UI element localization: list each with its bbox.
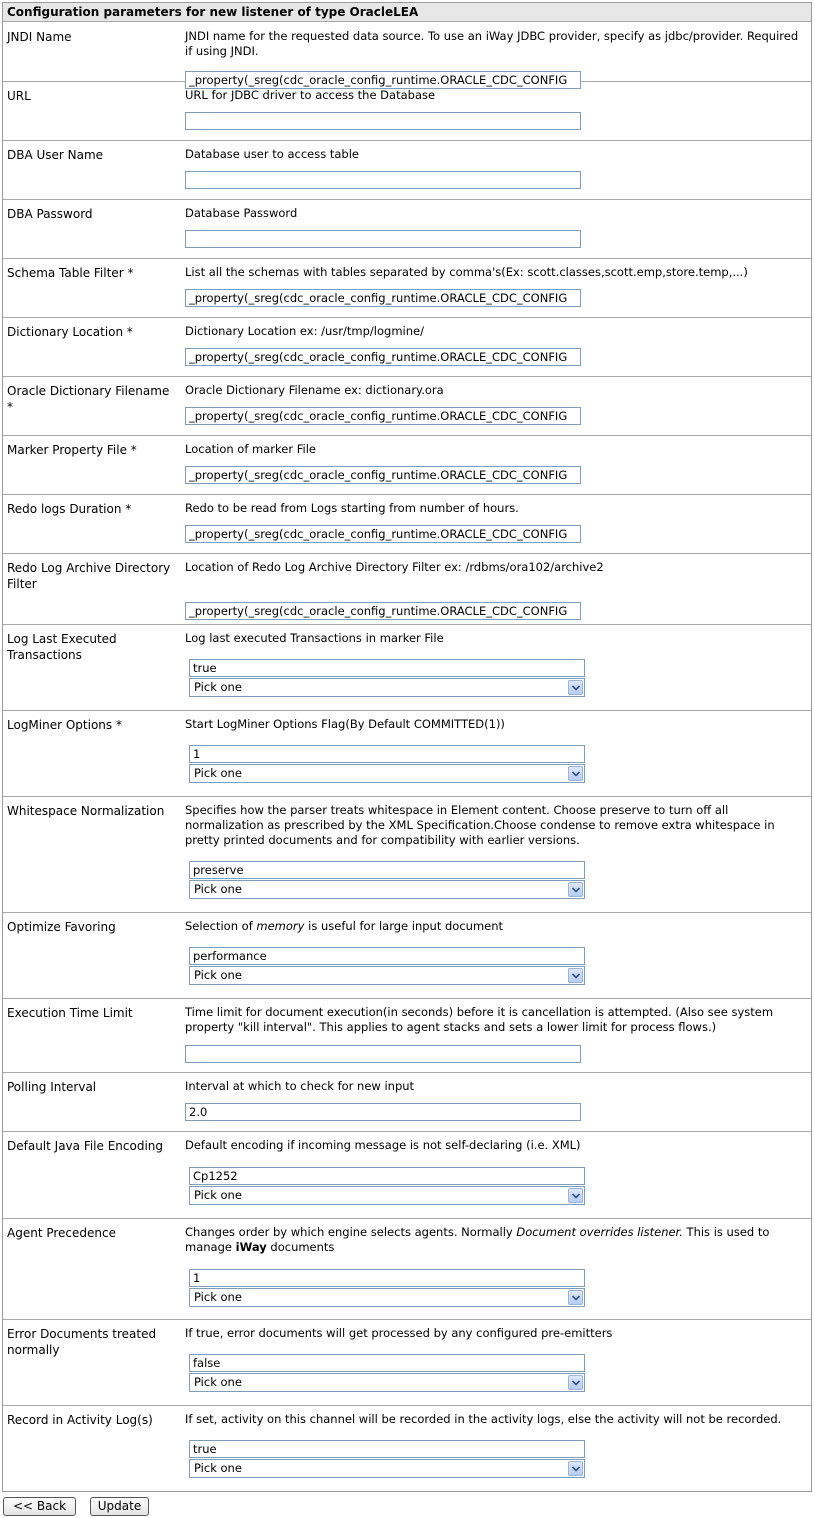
- field-label: Redo Log Archive Directory Filter: [7, 561, 171, 591]
- select-placeholder: Pick one: [194, 766, 242, 780]
- config-panel: [2, 2, 812, 1492]
- field-description: Location of Redo Log Archive Directory Filter ex: /rdbms/ora102/archive2: [185, 560, 604, 574]
- field-label: Agent Precedence: [7, 1226, 116, 1240]
- field-label: Error Documents treated normally: [7, 1327, 157, 1357]
- update-button[interactable]: Update: [90, 1497, 149, 1516]
- field-description: Oracle Dictionary Filename ex: dictionary.ora: [185, 383, 444, 397]
- back-button[interactable]: << Back: [3, 1497, 76, 1516]
- row-logminer-options: [3, 711, 811, 797]
- agent-precedence-input[interactable]: 1: [189, 1269, 585, 1287]
- desc-text: documents: [266, 1240, 335, 1254]
- field-label: Record in Activity Log(s): [7, 1413, 153, 1427]
- field-description: If set, activity on this channel will be recorded in the activity logs, else the activity will not be recorded.: [185, 1412, 782, 1426]
- chevron-down-icon[interactable]: [568, 1188, 583, 1203]
- row-default-java-file-encoding: [3, 1132, 811, 1219]
- polling-interval-input[interactable]: 2.0: [185, 1103, 581, 1121]
- log-last-executed-transactions-input[interactable]: true: [189, 659, 585, 677]
- field-description: Redo to be read from Logs starting from number of hours.: [185, 501, 519, 515]
- field-label: Dictionary Location *: [7, 325, 133, 339]
- record-in-activity-logs-select[interactable]: [189, 1459, 585, 1478]
- field-description: Database user to access table: [185, 147, 359, 161]
- field-label: Marker Property File *: [7, 443, 137, 457]
- field-description: Dictionary Location ex: /usr/tmp/logmine/: [185, 324, 424, 338]
- desc-emphasis: Document overrides listener.: [516, 1225, 683, 1239]
- desc-strong: iWay: [235, 1240, 267, 1254]
- field-label: Whitespace Normalization: [7, 804, 165, 818]
- chevron-down-icon[interactable]: [568, 1290, 583, 1305]
- row-optimize-favoring: [3, 913, 811, 999]
- row-agent-precedence: [3, 1219, 811, 1320]
- row-dba-user-name: [3, 141, 811, 200]
- field-description: Location of marker File: [185, 442, 316, 456]
- whitespace-normalization-select[interactable]: [189, 880, 585, 899]
- row-redo-log-archive-directory-filter: [3, 554, 811, 625]
- field-description: URL for JDBC driver to access the Database: [185, 88, 436, 102]
- marker-property-file-input[interactable]: _property(_sreg(cdc_oracle_config_runtime.ORACLE_CDC_CONFIG: [185, 466, 581, 484]
- field-description: Time limit for document execution(in seconds) before it is cancellation is attempted. (Also see system property "kill interval". This applies to agent stacks and sets a lower limit for process flows.): [185, 1005, 774, 1034]
- field-description: [185, 1225, 809, 1255]
- field-description: [185, 919, 809, 934]
- jndi-name-input[interactable]: _property(_sreg(cdc_oracle_config_runtime.ORACLE_CDC_CONFIG: [185, 71, 581, 89]
- error-documents-treated-normally-select[interactable]: [189, 1373, 585, 1392]
- schema-table-filter-input[interactable]: _property(_sreg(cdc_oracle_config_runtime.ORACLE_CDC_CONFIG: [185, 289, 581, 307]
- dba-password-input[interactable]: [185, 230, 581, 248]
- row-url: [3, 82, 811, 141]
- log-last-executed-transactions-select[interactable]: [189, 678, 585, 697]
- error-documents-treated-normally-input[interactable]: false: [189, 1354, 585, 1372]
- field-description: Database Password: [185, 206, 298, 220]
- agent-precedence-select[interactable]: [189, 1288, 585, 1307]
- optimize-favoring-input[interactable]: performance: [189, 947, 585, 965]
- select-placeholder: Pick one: [194, 1290, 242, 1304]
- default-java-file-encoding-input[interactable]: Cp1252: [189, 1167, 585, 1185]
- row-redo-logs-duration: [3, 495, 811, 554]
- default-java-file-encoding-select[interactable]: [189, 1186, 585, 1205]
- select-placeholder: Pick one: [194, 968, 242, 982]
- row-dba-password: [3, 200, 811, 259]
- logminer-options-input[interactable]: 1: [189, 745, 585, 763]
- desc-text: Selection of: [185, 919, 257, 933]
- form-title: Configuration parameters for new listener of type OracleLEA: [3, 3, 811, 22]
- redo-logs-duration-input[interactable]: _property(_sreg(cdc_oracle_config_runtime.ORACLE_CDC_CONFIG: [185, 525, 581, 543]
- dba-user-name-input[interactable]: [185, 171, 581, 189]
- row-polling-interval: [3, 1073, 811, 1132]
- chevron-down-icon[interactable]: [568, 766, 583, 781]
- select-placeholder: Pick one: [194, 1461, 242, 1475]
- row-record-in-activity-logs: [3, 1406, 811, 1492]
- field-label: Log Last Executed Transactions: [7, 632, 117, 662]
- select-placeholder: Pick one: [194, 1375, 242, 1389]
- row-schema-table-filter: [3, 259, 811, 318]
- row-marker-property-file: [3, 436, 811, 495]
- select-placeholder: Pick one: [194, 882, 242, 896]
- field-label: LogMiner Options *: [7, 718, 122, 732]
- execution-time-limit-input[interactable]: [185, 1045, 581, 1063]
- url-input[interactable]: [185, 112, 581, 130]
- row-error-documents-treated-normally: [3, 1320, 811, 1406]
- chevron-down-icon[interactable]: [568, 1461, 583, 1476]
- redo-log-archive-directory-filter-input[interactable]: _property(_sreg(cdc_oracle_config_runtime.ORACLE_CDC_CONFIG: [185, 602, 581, 620]
- optimize-favoring-select[interactable]: [189, 966, 585, 985]
- field-label: DBA Password: [7, 207, 93, 221]
- field-label: Redo logs Duration *: [7, 502, 132, 516]
- field-label: URL: [7, 89, 31, 103]
- select-placeholder: Pick one: [194, 680, 242, 694]
- field-description: Log last executed Transactions in marker File: [185, 631, 444, 645]
- desc-text: Changes order by which engine selects agents. Normally: [185, 1225, 517, 1239]
- field-label: JNDI Name: [7, 30, 72, 44]
- field-label: Polling Interval: [7, 1080, 97, 1094]
- field-description: Start LogMiner Options Flag(By Default COMMITTED(1)): [185, 717, 505, 731]
- row-oracle-dictionary-filename: [3, 377, 811, 436]
- field-label: Oracle Dictionary Filename *: [7, 384, 170, 414]
- select-placeholder: Pick one: [194, 1188, 242, 1202]
- row-dictionary-location: [3, 318, 811, 377]
- oracle-dictionary-filename-input[interactable]: _property(_sreg(cdc_oracle_config_runtime.ORACLE_CDC_CONFIG: [185, 407, 581, 425]
- field-description: JNDI name for the requested data source. To use an iWay JDBC provider, specify as jdbc/provider. Required if using JNDI.: [185, 29, 799, 58]
- field-label: Execution Time Limit: [7, 1006, 133, 1020]
- field-label: Optimize Favoring: [7, 920, 116, 934]
- chevron-down-icon[interactable]: [568, 968, 583, 983]
- record-in-activity-logs-input[interactable]: true: [189, 1440, 585, 1458]
- field-description: Specifies how the parser treats whitespace in Element content. Choose preserve to turn off all normalization as prescribed by the XML Specification.Choose condense to remove extra whitespace in pretty printed documents and for compatibility with earlier versions.: [185, 803, 775, 847]
- row-log-last-executed-transactions: [3, 625, 811, 711]
- field-label: Schema Table Filter *: [7, 266, 134, 280]
- field-description: Interval at which to check for new input: [185, 1079, 415, 1093]
- row-execution-time-limit: [3, 999, 811, 1073]
- chevron-down-icon[interactable]: [568, 882, 583, 897]
- field-label: DBA User Name: [7, 148, 104, 162]
- row-whitespace-normalization: [3, 797, 811, 913]
- dictionary-location-input[interactable]: _property(_sreg(cdc_oracle_config_runtime.ORACLE_CDC_CONFIG: [185, 348, 581, 366]
- row-jndi-name: [3, 23, 811, 87]
- field-description: If true, error documents will get processed by any configured pre-emitters: [185, 1326, 613, 1340]
- chevron-down-icon[interactable]: [568, 1375, 583, 1390]
- chevron-down-icon[interactable]: [568, 680, 583, 695]
- whitespace-normalization-input[interactable]: preserve: [189, 861, 585, 879]
- field-description: Default encoding if incoming message is not self-declaring (i.e. XML): [185, 1138, 581, 1152]
- field-description: List all the schemas with tables separated by comma's(Ex: scott.classes,scott.emp,store.temp,...): [185, 265, 748, 279]
- desc-emphasis: memory: [256, 919, 305, 933]
- desc-text: This is used to manage: [185, 1225, 770, 1254]
- logminer-options-select[interactable]: [189, 764, 585, 783]
- desc-text: is useful for large input document: [304, 919, 504, 933]
- field-label: Default Java File Encoding: [7, 1139, 164, 1153]
